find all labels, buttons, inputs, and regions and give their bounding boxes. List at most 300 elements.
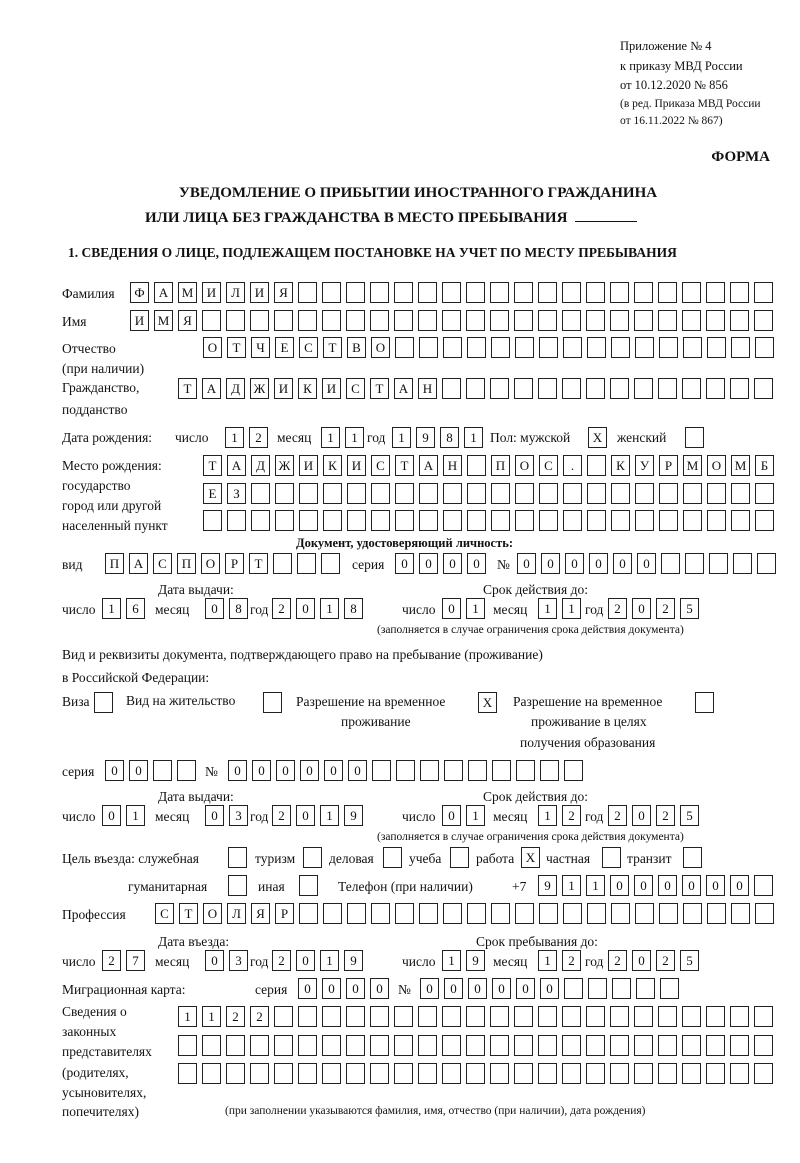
char-cell[interactable]: О bbox=[371, 337, 390, 358]
char-cell[interactable]: 2 bbox=[102, 950, 121, 971]
char-cell[interactable]: Т bbox=[395, 455, 414, 476]
char-cell[interactable] bbox=[322, 1063, 341, 1084]
char-cell[interactable]: 0 bbox=[468, 978, 487, 999]
char-cell[interactable] bbox=[610, 282, 629, 303]
char-cell[interactable] bbox=[177, 760, 196, 781]
char-cell[interactable]: 0 bbox=[324, 760, 343, 781]
char-cell[interactable] bbox=[635, 903, 654, 924]
char-cell[interactable] bbox=[394, 282, 413, 303]
char-cell[interactable]: 1 bbox=[562, 875, 581, 896]
char-cell[interactable]: 1 bbox=[225, 427, 244, 448]
char-cell[interactable]: А bbox=[129, 553, 148, 574]
char-cell[interactable]: 9 bbox=[416, 427, 435, 448]
char-cell[interactable] bbox=[755, 337, 774, 358]
char-cell[interactable]: 9 bbox=[538, 875, 557, 896]
char-cell[interactable]: 3 bbox=[229, 950, 248, 971]
char-cell[interactable] bbox=[490, 310, 509, 331]
char-cell[interactable] bbox=[706, 1063, 725, 1084]
char-cell[interactable] bbox=[634, 1035, 653, 1056]
char-cell[interactable]: 1 bbox=[320, 805, 339, 826]
char-cell[interactable] bbox=[586, 1006, 605, 1027]
char-cell[interactable] bbox=[515, 510, 534, 531]
char-cell[interactable] bbox=[563, 510, 582, 531]
char-cell[interactable]: Н bbox=[443, 455, 462, 476]
char-cell[interactable] bbox=[731, 337, 750, 358]
char-cell[interactable] bbox=[659, 903, 678, 924]
char-cell[interactable] bbox=[466, 310, 485, 331]
char-cell[interactable] bbox=[467, 903, 486, 924]
char-cell[interactable] bbox=[227, 510, 246, 531]
char-cell[interactable] bbox=[443, 903, 462, 924]
char-cell[interactable] bbox=[563, 337, 582, 358]
char-cell[interactable] bbox=[443, 337, 462, 358]
char-cell[interactable] bbox=[396, 760, 415, 781]
char-cell[interactable]: К bbox=[611, 455, 630, 476]
char-cell[interactable]: П bbox=[177, 553, 196, 574]
char-cell[interactable]: Р bbox=[659, 455, 678, 476]
char-cell[interactable]: Н bbox=[418, 378, 437, 399]
char-cell[interactable]: М bbox=[178, 282, 197, 303]
char-cell[interactable] bbox=[395, 510, 414, 531]
char-cell[interactable] bbox=[322, 310, 341, 331]
char-cell[interactable] bbox=[683, 510, 702, 531]
char-cell[interactable] bbox=[263, 692, 282, 713]
char-cell[interactable] bbox=[370, 1006, 389, 1027]
char-cell[interactable] bbox=[491, 483, 510, 504]
char-cell[interactable]: 2 bbox=[562, 805, 581, 826]
char-cell[interactable]: 2 bbox=[608, 805, 627, 826]
char-cell[interactable] bbox=[563, 903, 582, 924]
char-cell[interactable]: 2 bbox=[608, 598, 627, 619]
char-cell[interactable] bbox=[683, 483, 702, 504]
char-cell[interactable] bbox=[755, 903, 774, 924]
char-cell[interactable]: 0 bbox=[632, 805, 651, 826]
char-cell[interactable] bbox=[466, 1006, 485, 1027]
char-cell[interactable] bbox=[706, 282, 725, 303]
char-cell[interactable] bbox=[250, 1063, 269, 1084]
char-cell[interactable] bbox=[346, 1006, 365, 1027]
char-cell[interactable] bbox=[562, 1063, 581, 1084]
char-cell[interactable] bbox=[178, 1035, 197, 1056]
char-cell[interactable] bbox=[418, 1035, 437, 1056]
char-cell[interactable] bbox=[442, 282, 461, 303]
char-cell[interactable]: Т bbox=[249, 553, 268, 574]
char-cell[interactable]: Л bbox=[226, 282, 245, 303]
char-cell[interactable] bbox=[586, 1035, 605, 1056]
char-cell[interactable] bbox=[298, 310, 317, 331]
char-cell[interactable] bbox=[755, 483, 774, 504]
char-cell[interactable] bbox=[706, 310, 725, 331]
char-cell[interactable] bbox=[514, 310, 533, 331]
char-cell[interactable] bbox=[564, 760, 583, 781]
char-cell[interactable] bbox=[251, 483, 270, 504]
char-cell[interactable] bbox=[346, 310, 365, 331]
char-cell[interactable]: А bbox=[394, 378, 413, 399]
char-cell[interactable]: М bbox=[154, 310, 173, 331]
char-cell[interactable]: 0 bbox=[296, 950, 315, 971]
char-cell[interactable]: 0 bbox=[444, 978, 463, 999]
char-cell[interactable] bbox=[420, 760, 439, 781]
char-cell[interactable] bbox=[707, 483, 726, 504]
char-cell[interactable] bbox=[682, 378, 701, 399]
char-cell[interactable]: В bbox=[347, 337, 366, 358]
char-cell[interactable] bbox=[226, 310, 245, 331]
char-cell[interactable] bbox=[322, 1006, 341, 1027]
char-cell[interactable] bbox=[682, 282, 701, 303]
char-cell[interactable]: Р bbox=[225, 553, 244, 574]
char-cell[interactable] bbox=[709, 553, 728, 574]
place-blank[interactable] bbox=[575, 207, 637, 222]
char-cell[interactable]: 0 bbox=[370, 978, 389, 999]
char-cell[interactable] bbox=[755, 510, 774, 531]
char-cell[interactable]: М bbox=[731, 455, 750, 476]
char-cell[interactable]: Т bbox=[370, 378, 389, 399]
char-cell[interactable]: 0 bbox=[296, 598, 315, 619]
char-cell[interactable] bbox=[514, 1006, 533, 1027]
char-cell[interactable] bbox=[299, 483, 318, 504]
char-cell[interactable] bbox=[538, 1035, 557, 1056]
char-cell[interactable] bbox=[588, 978, 607, 999]
char-cell[interactable] bbox=[682, 1035, 701, 1056]
char-cell[interactable]: 0 bbox=[205, 805, 224, 826]
char-cell[interactable] bbox=[419, 483, 438, 504]
char-cell[interactable] bbox=[707, 903, 726, 924]
char-cell[interactable]: 0 bbox=[105, 760, 124, 781]
char-cell[interactable]: 0 bbox=[419, 553, 438, 574]
char-cell[interactable] bbox=[274, 1063, 293, 1084]
char-cell[interactable]: 8 bbox=[440, 427, 459, 448]
char-cell[interactable]: 2 bbox=[250, 1006, 269, 1027]
char-cell[interactable] bbox=[491, 337, 510, 358]
char-cell[interactable] bbox=[682, 1063, 701, 1084]
char-cell[interactable] bbox=[444, 760, 463, 781]
char-cell[interactable] bbox=[540, 760, 559, 781]
char-cell[interactable]: 0 bbox=[613, 553, 632, 574]
char-cell[interactable] bbox=[611, 337, 630, 358]
char-cell[interactable]: 1 bbox=[466, 805, 485, 826]
char-cell[interactable] bbox=[228, 875, 247, 896]
char-cell[interactable] bbox=[467, 483, 486, 504]
char-cell[interactable]: 1 bbox=[321, 427, 340, 448]
char-cell[interactable] bbox=[346, 282, 365, 303]
char-cell[interactable] bbox=[299, 875, 318, 896]
char-cell[interactable] bbox=[730, 378, 749, 399]
char-cell[interactable]: 5 bbox=[680, 950, 699, 971]
char-cell[interactable]: 0 bbox=[706, 875, 725, 896]
char-cell[interactable]: 0 bbox=[395, 553, 414, 574]
char-cell[interactable]: 0 bbox=[516, 978, 535, 999]
char-cell[interactable] bbox=[303, 847, 322, 868]
char-cell[interactable] bbox=[685, 553, 704, 574]
char-cell[interactable] bbox=[754, 282, 773, 303]
char-cell[interactable]: С bbox=[371, 455, 390, 476]
char-cell[interactable] bbox=[754, 378, 773, 399]
char-cell[interactable] bbox=[442, 378, 461, 399]
char-cell[interactable]: 5 bbox=[680, 598, 699, 619]
char-cell[interactable] bbox=[178, 1063, 197, 1084]
char-cell[interactable] bbox=[297, 553, 316, 574]
char-cell[interactable]: 5 bbox=[680, 805, 699, 826]
char-cell[interactable]: 0 bbox=[730, 875, 749, 896]
char-cell[interactable] bbox=[683, 337, 702, 358]
char-cell[interactable]: С bbox=[299, 337, 318, 358]
char-cell[interactable]: Я bbox=[178, 310, 197, 331]
char-cell[interactable]: 0 bbox=[296, 805, 315, 826]
char-cell[interactable] bbox=[635, 510, 654, 531]
char-cell[interactable] bbox=[635, 337, 654, 358]
char-cell[interactable] bbox=[251, 510, 270, 531]
char-cell[interactable] bbox=[418, 1006, 437, 1027]
char-cell[interactable]: 0 bbox=[682, 875, 701, 896]
char-cell[interactable]: X bbox=[521, 847, 540, 868]
char-cell[interactable] bbox=[731, 903, 750, 924]
char-cell[interactable]: И bbox=[250, 282, 269, 303]
char-cell[interactable] bbox=[514, 282, 533, 303]
char-cell[interactable]: 1 bbox=[392, 427, 411, 448]
char-cell[interactable] bbox=[226, 1063, 245, 1084]
char-cell[interactable]: 0 bbox=[658, 875, 677, 896]
char-cell[interactable]: 1 bbox=[345, 427, 364, 448]
char-cell[interactable]: 2 bbox=[608, 950, 627, 971]
char-cell[interactable] bbox=[562, 378, 581, 399]
char-cell[interactable] bbox=[539, 337, 558, 358]
char-cell[interactable]: X bbox=[478, 692, 497, 713]
char-cell[interactable] bbox=[685, 427, 704, 448]
char-cell[interactable]: 2 bbox=[272, 805, 291, 826]
char-cell[interactable]: 0 bbox=[348, 760, 367, 781]
char-cell[interactable]: 0 bbox=[298, 978, 317, 999]
char-cell[interactable] bbox=[562, 282, 581, 303]
char-cell[interactable]: И bbox=[347, 455, 366, 476]
char-cell[interactable] bbox=[442, 1035, 461, 1056]
char-cell[interactable]: 1 bbox=[320, 950, 339, 971]
char-cell[interactable] bbox=[299, 510, 318, 531]
char-cell[interactable] bbox=[490, 282, 509, 303]
char-cell[interactable] bbox=[419, 337, 438, 358]
char-cell[interactable]: Т bbox=[179, 903, 198, 924]
char-cell[interactable]: Т bbox=[323, 337, 342, 358]
char-cell[interactable]: 3 bbox=[229, 805, 248, 826]
char-cell[interactable] bbox=[370, 1035, 389, 1056]
char-cell[interactable] bbox=[275, 510, 294, 531]
char-cell[interactable] bbox=[695, 692, 714, 713]
char-cell[interactable] bbox=[611, 483, 630, 504]
char-cell[interactable] bbox=[514, 378, 533, 399]
char-cell[interactable] bbox=[706, 1006, 725, 1027]
char-cell[interactable] bbox=[322, 282, 341, 303]
char-cell[interactable] bbox=[539, 903, 558, 924]
char-cell[interactable] bbox=[562, 1006, 581, 1027]
char-cell[interactable]: Т bbox=[227, 337, 246, 358]
char-cell[interactable] bbox=[636, 978, 655, 999]
char-cell[interactable] bbox=[611, 510, 630, 531]
char-cell[interactable] bbox=[250, 1035, 269, 1056]
char-cell[interactable] bbox=[587, 455, 606, 476]
char-cell[interactable] bbox=[658, 1035, 677, 1056]
char-cell[interactable]: 0 bbox=[205, 950, 224, 971]
char-cell[interactable] bbox=[274, 1006, 293, 1027]
char-cell[interactable] bbox=[442, 1063, 461, 1084]
char-cell[interactable] bbox=[203, 510, 222, 531]
char-cell[interactable]: 0 bbox=[129, 760, 148, 781]
char-cell[interactable] bbox=[347, 483, 366, 504]
char-cell[interactable] bbox=[538, 1063, 557, 1084]
char-cell[interactable] bbox=[707, 510, 726, 531]
char-cell[interactable] bbox=[273, 553, 292, 574]
char-cell[interactable] bbox=[468, 760, 487, 781]
char-cell[interactable] bbox=[490, 1063, 509, 1084]
char-cell[interactable] bbox=[659, 483, 678, 504]
char-cell[interactable]: 0 bbox=[102, 805, 121, 826]
char-cell[interactable] bbox=[490, 378, 509, 399]
char-cell[interactable] bbox=[395, 483, 414, 504]
char-cell[interactable]: 0 bbox=[420, 978, 439, 999]
char-cell[interactable]: 0 bbox=[610, 875, 629, 896]
char-cell[interactable]: 1 bbox=[538, 950, 557, 971]
char-cell[interactable]: 0 bbox=[442, 598, 461, 619]
char-cell[interactable] bbox=[730, 1006, 749, 1027]
char-cell[interactable] bbox=[298, 1063, 317, 1084]
char-cell[interactable]: 0 bbox=[634, 875, 653, 896]
char-cell[interactable]: И bbox=[322, 378, 341, 399]
char-cell[interactable] bbox=[515, 483, 534, 504]
char-cell[interactable]: 1 bbox=[442, 950, 461, 971]
char-cell[interactable] bbox=[612, 978, 631, 999]
char-cell[interactable] bbox=[730, 282, 749, 303]
char-cell[interactable]: И bbox=[202, 282, 221, 303]
char-cell[interactable] bbox=[634, 1063, 653, 1084]
char-cell[interactable] bbox=[587, 510, 606, 531]
char-cell[interactable] bbox=[586, 282, 605, 303]
char-cell[interactable]: 0 bbox=[492, 978, 511, 999]
char-cell[interactable]: 2 bbox=[656, 805, 675, 826]
char-cell[interactable]: С bbox=[153, 553, 172, 574]
char-cell[interactable]: 1 bbox=[202, 1006, 221, 1027]
char-cell[interactable] bbox=[611, 903, 630, 924]
char-cell[interactable]: 0 bbox=[541, 553, 560, 574]
char-cell[interactable] bbox=[467, 455, 486, 476]
char-cell[interactable]: П bbox=[105, 553, 124, 574]
char-cell[interactable] bbox=[754, 1006, 773, 1027]
char-cell[interactable] bbox=[443, 483, 462, 504]
char-cell[interactable]: К bbox=[298, 378, 317, 399]
char-cell[interactable]: Ж bbox=[250, 378, 269, 399]
char-cell[interactable] bbox=[492, 760, 511, 781]
char-cell[interactable]: К bbox=[323, 455, 342, 476]
char-cell[interactable]: 0 bbox=[632, 950, 651, 971]
char-cell[interactable]: О bbox=[707, 455, 726, 476]
char-cell[interactable]: Ф bbox=[130, 282, 149, 303]
char-cell[interactable] bbox=[539, 510, 558, 531]
char-cell[interactable] bbox=[394, 1006, 413, 1027]
char-cell[interactable] bbox=[419, 510, 438, 531]
char-cell[interactable] bbox=[395, 903, 414, 924]
char-cell[interactable] bbox=[323, 903, 342, 924]
char-cell[interactable] bbox=[538, 1006, 557, 1027]
char-cell[interactable] bbox=[274, 310, 293, 331]
char-cell[interactable] bbox=[491, 510, 510, 531]
char-cell[interactable] bbox=[442, 1006, 461, 1027]
char-cell[interactable] bbox=[730, 1035, 749, 1056]
char-cell[interactable] bbox=[298, 1035, 317, 1056]
char-cell[interactable]: Е bbox=[203, 483, 222, 504]
char-cell[interactable] bbox=[467, 510, 486, 531]
char-cell[interactable] bbox=[660, 978, 679, 999]
char-cell[interactable] bbox=[730, 1063, 749, 1084]
char-cell[interactable]: О bbox=[203, 337, 222, 358]
char-cell[interactable]: М bbox=[683, 455, 702, 476]
char-cell[interactable] bbox=[274, 1035, 293, 1056]
char-cell[interactable] bbox=[562, 1035, 581, 1056]
char-cell[interactable]: 0 bbox=[443, 553, 462, 574]
char-cell[interactable] bbox=[683, 903, 702, 924]
char-cell[interactable]: 0 bbox=[276, 760, 295, 781]
char-cell[interactable] bbox=[706, 1035, 725, 1056]
char-cell[interactable] bbox=[94, 692, 113, 713]
char-cell[interactable] bbox=[658, 1006, 677, 1027]
char-cell[interactable] bbox=[733, 553, 752, 574]
char-cell[interactable] bbox=[754, 310, 773, 331]
char-cell[interactable]: 1 bbox=[538, 805, 557, 826]
char-cell[interactable] bbox=[491, 903, 510, 924]
char-cell[interactable] bbox=[539, 483, 558, 504]
char-cell[interactable] bbox=[730, 310, 749, 331]
char-cell[interactable]: 0 bbox=[565, 553, 584, 574]
char-cell[interactable] bbox=[586, 378, 605, 399]
char-cell[interactable] bbox=[563, 483, 582, 504]
char-cell[interactable]: 0 bbox=[632, 598, 651, 619]
char-cell[interactable]: Я bbox=[274, 282, 293, 303]
char-cell[interactable]: С bbox=[155, 903, 174, 924]
char-cell[interactable] bbox=[228, 847, 247, 868]
char-cell[interactable] bbox=[371, 903, 390, 924]
char-cell[interactable] bbox=[587, 483, 606, 504]
char-cell[interactable] bbox=[299, 903, 318, 924]
char-cell[interactable]: О bbox=[203, 903, 222, 924]
char-cell[interactable] bbox=[610, 1035, 629, 1056]
char-cell[interactable]: 1 bbox=[538, 598, 557, 619]
char-cell[interactable] bbox=[610, 1063, 629, 1084]
char-cell[interactable] bbox=[202, 310, 221, 331]
char-cell[interactable]: И bbox=[299, 455, 318, 476]
char-cell[interactable] bbox=[370, 282, 389, 303]
char-cell[interactable] bbox=[754, 875, 773, 896]
char-cell[interactable] bbox=[394, 1035, 413, 1056]
char-cell[interactable] bbox=[395, 337, 414, 358]
char-cell[interactable]: Р bbox=[275, 903, 294, 924]
char-cell[interactable] bbox=[419, 903, 438, 924]
char-cell[interactable]: 1 bbox=[466, 598, 485, 619]
char-cell[interactable]: 2 bbox=[656, 950, 675, 971]
char-cell[interactable]: Я bbox=[251, 903, 270, 924]
char-cell[interactable] bbox=[371, 483, 390, 504]
char-cell[interactable]: Д bbox=[226, 378, 245, 399]
char-cell[interactable] bbox=[602, 847, 621, 868]
char-cell[interactable] bbox=[635, 483, 654, 504]
char-cell[interactable]: 2 bbox=[226, 1006, 245, 1027]
char-cell[interactable] bbox=[610, 378, 629, 399]
char-cell[interactable] bbox=[298, 1006, 317, 1027]
char-cell[interactable]: 9 bbox=[344, 805, 363, 826]
char-cell[interactable] bbox=[383, 847, 402, 868]
char-cell[interactable] bbox=[466, 282, 485, 303]
char-cell[interactable] bbox=[443, 510, 462, 531]
char-cell[interactable]: . bbox=[563, 455, 582, 476]
char-cell[interactable]: 1 bbox=[464, 427, 483, 448]
char-cell[interactable] bbox=[731, 483, 750, 504]
char-cell[interactable] bbox=[515, 903, 534, 924]
char-cell[interactable]: А bbox=[227, 455, 246, 476]
